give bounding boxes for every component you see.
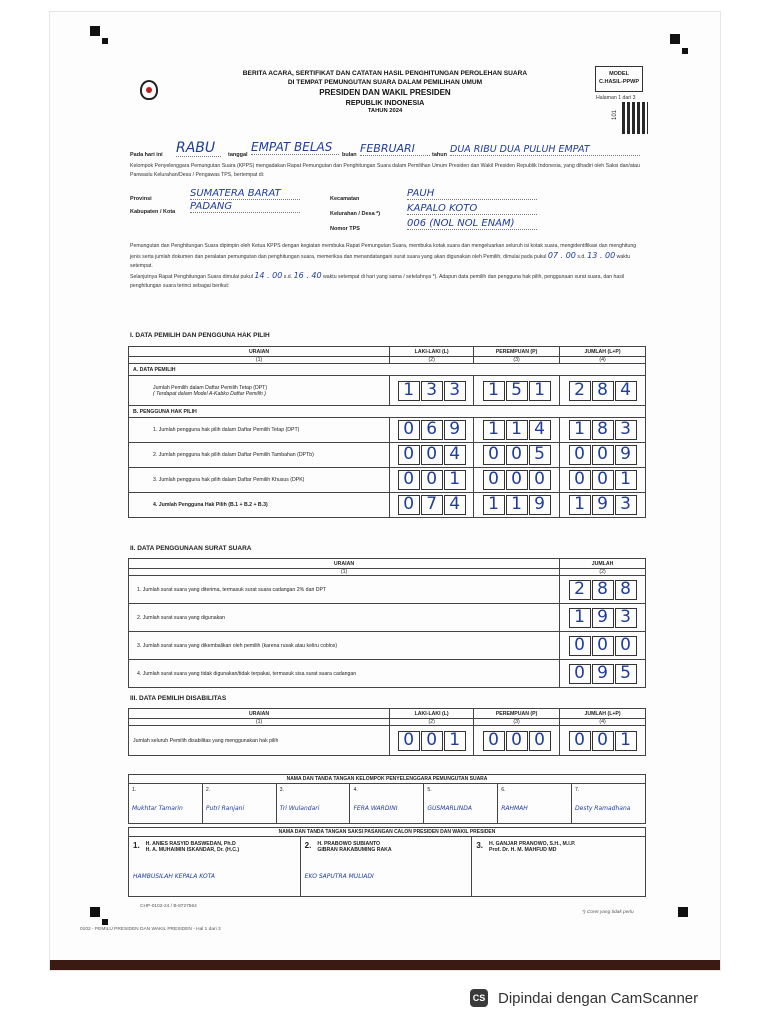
saksi-cell-1 [129, 837, 301, 897]
col-jumlah: JUMLAH [560, 559, 646, 569]
dpt-label-main: Jumlah Pemilih dalam Daftar Pemilih Tetap (DPT) [153, 384, 268, 391]
date-tahun: DUA RIBU DUA PULUH EMPAT [450, 144, 640, 156]
digit-boxes [474, 731, 559, 751]
digit-boxes [390, 445, 473, 465]
procedure-text [130, 242, 645, 291]
digit-box: 9 [615, 445, 637, 465]
digit-box: 1 [483, 495, 505, 515]
col-uraian: URAIAN [129, 559, 560, 569]
camscanner-text: Dipindai dengan CamScanner [498, 989, 699, 1007]
digit-boxes [474, 381, 559, 401]
ss-row-label: 3. Jumlah surat suara yang dikembalikan oleh pemilih (karena rusak atau keliru coblos) [129, 632, 560, 660]
digit-box: 3 [615, 420, 637, 440]
section3-table [128, 708, 646, 756]
witness-1-signature: HAMBUSILAH KEPALA KOTA [133, 873, 215, 880]
digit-box: 1 [483, 381, 505, 401]
candidate-1b: H. A. MUHAIMIN ISKANDAR, Dr. (H.C.) [145, 847, 240, 853]
digit-box: 0 [592, 445, 614, 465]
digit-box: 1 [483, 420, 505, 440]
procedure-text-3: waktu setempat di hari yang sama / setelahnya *). Adapun data pemilih dan pengguna hak pilih, penggunaan surat suara, dan hasil penghitungan suara terinci sebagai berikut: [130, 274, 625, 289]
ss-row-label: 1. Jumlah surat suara yang diterima, termasuk surat suara cadangan 2% dari DPT [129, 576, 560, 604]
digit-box: 0 [592, 636, 614, 656]
saksi-cell-2 [300, 837, 472, 897]
disabilitas-label: Jumlah seluruh Pemilih disabilitas yang menggunakan hak pilih [129, 726, 390, 756]
saksi-title: NAMA DAN TANDA TANGAN SAKSI PASANGAN CALON PRESIDEN DAN WAKIL PRESIDEN [129, 828, 646, 837]
candidate-2a: H. PRABOWO SUBIANTO [317, 841, 381, 847]
doc-title-year: TAHUN 2024 [367, 108, 403, 114]
kpps-no: 6. [501, 787, 506, 793]
date-tanggal: EMPAT BELAS [251, 140, 339, 155]
kpps-no: 2. [205, 787, 211, 793]
digit-box: 8 [615, 580, 637, 600]
kelurahan-value: KAPALO KOTO [407, 203, 537, 215]
model-box [595, 66, 643, 92]
intro-text: Kelompok Penyelenggara Pemungutan Suara (KPPS) mengadakan Rapat Pemungutan dan Penghitungan Suara dalam Pemilihan Umum Presiden dan Wakil Presiden Republik Indonesia, yang dihadiri oleh Saksi dan/atau Panwaslu Kelurahan/Desa / Pengawas TPS, bertempat di: [130, 163, 640, 178]
digit-box: 0 [569, 664, 591, 684]
kpps-signature: Desty Ramadhana [575, 805, 631, 812]
provinsi-label: Provinsi [130, 196, 152, 202]
footer-doc: 0102 - PEMILU PRESIDEN DAN WAKIL PRESIDEN - Hal 1 dari 3 [80, 927, 221, 932]
section3-title: III. DATA PEMILIH DISABILITAS [130, 695, 227, 702]
digit-box: 7 [421, 495, 443, 515]
digit-boxes [560, 580, 645, 600]
digit-box: 4 [529, 420, 551, 440]
digit-box: 6 [421, 420, 443, 440]
col-uraian: URAIAN [129, 347, 390, 357]
digit-box: 0 [529, 470, 551, 490]
digit-boxes [474, 470, 559, 490]
digit-boxes [560, 445, 645, 465]
digit-box: 0 [421, 470, 443, 490]
digit-box: 9 [592, 664, 614, 684]
ballot-document [50, 12, 720, 970]
sd-label: s.d. [283, 274, 293, 280]
col-uraian: URAIAN [129, 709, 390, 719]
start-time-1: 07 . 00 [547, 251, 576, 260]
sd-label: s.d. [577, 254, 586, 260]
digit-box: 0 [398, 495, 420, 515]
kelurahan-label: Kelurahan / Desa *) [330, 211, 381, 217]
tanggal-label: tanggal [228, 152, 248, 158]
digit-box: 8 [592, 381, 614, 401]
saksi-no: 2. [304, 841, 312, 850]
digit-box: 0 [569, 445, 591, 465]
col-perempuan: PEREMPUAN (P) [474, 709, 560, 719]
bulan-label: bulan [342, 152, 357, 158]
col-num: (2) [390, 719, 474, 726]
digit-box: 4 [444, 495, 466, 515]
col-num: (2) [390, 357, 474, 364]
kpps-no: 5. [427, 787, 432, 793]
digit-box: 0 [569, 636, 591, 656]
digit-box: 1 [444, 731, 466, 751]
digit-box: 0 [529, 731, 551, 751]
b-row-label: 3. Jumlah pengguna hak pilih dalam Daftar Pemilih Khusus (DPK) [129, 468, 390, 493]
procedure-text-2: Selanjutnya Rapat Penghitungan Suara dimulai pukul [130, 274, 253, 280]
b-row-label: 4. Jumlah Pengguna Hak Pilih (B.1 + B.2 + B.3) [129, 493, 390, 518]
digit-box: 1 [398, 381, 420, 401]
digit-box: 0 [483, 445, 505, 465]
digit-box: 0 [483, 470, 505, 490]
digit-box: 0 [398, 420, 420, 440]
digit-boxes [390, 731, 473, 751]
registration-mark [90, 26, 100, 36]
digit-box: 8 [592, 580, 614, 600]
digit-boxes [390, 381, 473, 401]
candidate-1a: H. ANIES RASYID BASWEDAN, Ph.D [145, 841, 236, 847]
section2-title: II. DATA PENGGUNAAN SURAT SUARA [130, 545, 252, 552]
kpps-signature: Tri Wulandari [279, 805, 320, 812]
doc-title-line2: DI TEMPAT PEMUNGUTAN SUARA DALAM PEMILIHAN UMUM [287, 79, 483, 86]
digit-box: 5 [529, 445, 551, 465]
digit-boxes [560, 636, 645, 656]
digit-boxes [474, 420, 559, 440]
digit-boxes [560, 608, 645, 628]
model-code: C.HASIL-PPWP [598, 79, 640, 85]
ss-row-label: 2. Jumlah surat suara yang digunakan [129, 604, 560, 632]
digit-box: 0 [398, 731, 420, 751]
footer-note: *) Coret yang tidak perlu [582, 910, 634, 915]
digit-box: 3 [421, 381, 443, 401]
digit-box: 0 [483, 731, 505, 751]
kpps-signature: FERA WARDINI [353, 805, 398, 812]
digit-box: 5 [506, 381, 528, 401]
digit-box: 9 [444, 420, 466, 440]
kpps-sign-cell [202, 784, 276, 824]
digit-boxes [390, 420, 473, 440]
digit-box: 1 [569, 420, 591, 440]
dpt-jumlah [560, 376, 646, 406]
kpps-sign-cell [276, 784, 350, 824]
digit-boxes [474, 495, 559, 515]
kpps-no: 3. [279, 787, 284, 793]
digit-box: 9 [592, 608, 614, 628]
digit-box: 2 [569, 580, 591, 600]
digit-box: 0 [398, 445, 420, 465]
qr-code-icon [622, 102, 648, 134]
digit-box: 0 [421, 445, 443, 465]
digit-box: 0 [592, 731, 614, 751]
digit-box: 1 [529, 381, 551, 401]
waktu-label: waktu setempat. [130, 254, 631, 269]
tps-label: Nomor TPS [330, 226, 360, 232]
digit-box: 0 [569, 731, 591, 751]
page-label: Halaman 1 dari 3 [596, 95, 636, 101]
end-time-2: 16 . 40 [293, 271, 322, 280]
registration-mark [678, 907, 688, 917]
background-strip [50, 960, 720, 970]
digit-box: 2 [569, 381, 591, 401]
col-jumlah: JUMLAH (L+P) [560, 709, 646, 719]
digit-box: 3 [615, 495, 637, 515]
saksi-cell-3 [472, 837, 646, 897]
date-prefix: Pada hari ini [130, 152, 163, 158]
dpt-perempuan [474, 376, 560, 406]
digit-box: 1 [615, 470, 637, 490]
digit-box: 4 [615, 381, 637, 401]
col-num: (1) [129, 357, 390, 364]
digit-box: 0 [506, 445, 528, 465]
digit-box: 1 [569, 495, 591, 515]
witness-2-signature: EKO SAPUTRA MULIADI [304, 873, 374, 880]
end-time-1: 13 . 00 [587, 251, 616, 260]
digit-box: 1 [506, 420, 528, 440]
col-num: (2) [560, 569, 646, 576]
digit-boxes [560, 420, 645, 440]
col-num: (3) [474, 719, 560, 726]
digit-box: 0 [569, 470, 591, 490]
col-num: (1) [129, 569, 560, 576]
b-row-label: 2. Jumlah pengguna hak pilih dalam Daftar Pemilih Tambahan (DPTb) [129, 443, 390, 468]
registration-mark [90, 907, 100, 917]
kpps-title: NAMA DAN TANDA TANGAN KELOMPOK PENYELENGGARA PEMUNGUTAN SUARA [129, 775, 646, 784]
digit-box: 1 [569, 608, 591, 628]
digit-box: 0 [615, 636, 637, 656]
section1-table [128, 346, 646, 518]
registration-mark [102, 38, 108, 44]
col-num: (1) [129, 719, 390, 726]
digit-box: 5 [615, 664, 637, 684]
kpps-signature: GUSMARLINDA [427, 805, 472, 812]
kpps-sign-cell [498, 784, 572, 824]
digit-boxes [390, 470, 473, 490]
col-laki: LAKI-LAKI (L) [390, 709, 474, 719]
digit-boxes [560, 664, 645, 684]
digit-box: 0 [592, 470, 614, 490]
candidate-3a: H. GANJAR PRANOWO, S.H., M.I.P. [489, 841, 576, 847]
digit-box: 0 [506, 731, 528, 751]
kpps-sign-cell [129, 784, 203, 824]
doc-title-line4: REPUBLIK INDONESIA [345, 98, 425, 107]
dpt-label-sub: ( Terdapat dalam Model A-Kabko Daftar Pemilih ) [153, 390, 266, 397]
dpt-laki [390, 376, 474, 406]
tps-value: 006 (NOL NOL ENAM) [407, 218, 537, 230]
registration-mark [682, 48, 688, 54]
digit-box: 1 [444, 470, 466, 490]
qr-number: 101 [612, 109, 619, 121]
date-day: RABU [176, 140, 221, 157]
kpu-logo-icon [140, 80, 158, 100]
digit-box: 3 [615, 608, 637, 628]
doc-title-line3: PRESIDEN DAN WAKIL PRESIDEN [319, 88, 451, 97]
camscanner-watermark [470, 984, 760, 1012]
kpps-no: 4. [353, 787, 358, 793]
start-time-2: 14 . 00 [254, 271, 283, 280]
digit-box: 3 [444, 381, 466, 401]
digit-boxes [474, 445, 559, 465]
digit-boxes [390, 495, 473, 515]
digit-box: 0 [421, 731, 443, 751]
digit-box: 9 [529, 495, 551, 515]
col-laki: LAKI-LAKI (L) [390, 347, 474, 357]
section1-b-title: B. PENGGUNA HAK PILIH [129, 406, 646, 418]
kpps-no: 1. [132, 787, 137, 793]
registration-mark [102, 919, 108, 925]
footer-code: CHP-0102-24 / B-8727564 [140, 904, 197, 909]
kpps-signature: Mukhtar Tamarin [132, 805, 183, 812]
digit-box: 8 [592, 420, 614, 440]
digit-boxes [560, 495, 645, 515]
kpps-sign-cell [572, 784, 646, 824]
kpps-signature: Putri Ranjani [205, 805, 245, 812]
digit-box: 0 [506, 470, 528, 490]
provinsi-value: SUMATERA BARAT [190, 188, 300, 200]
digit-box: 0 [398, 470, 420, 490]
candidate-3b: Prof. Dr. H. M. MAHFUD MD [489, 847, 557, 853]
section1-title: I. DATA PEMILIH DAN PENGGUNA HAK PILIH [130, 332, 270, 339]
kpps-signature: RAHMAH [501, 805, 528, 812]
candidate-2b: GIBRAN RAKABUMING RAKA [317, 847, 392, 853]
col-perempuan: PEREMPUAN (P) [474, 347, 560, 357]
camscanner-logo-icon: CS [470, 989, 488, 1007]
kecamatan-value: PAUH [407, 188, 537, 200]
saksi-signature-table [128, 827, 646, 897]
kabupaten-value: PADANG [190, 201, 300, 213]
b-row-label: 1. Jumlah pengguna hak pilih dalam Daftar Pemilih Tetap (DPT) [129, 418, 390, 443]
date-bulan: FEBRUARI [360, 142, 430, 156]
digit-boxes [560, 731, 645, 751]
digit-box: 9 [592, 495, 614, 515]
dpt-label [129, 376, 390, 406]
kpps-no: 7. [575, 787, 580, 793]
col-num: (4) [560, 719, 646, 726]
digit-box: 1 [615, 731, 637, 751]
saksi-no: 1. [133, 841, 140, 850]
tahun-label: tahun [432, 152, 447, 158]
section1-a-title: A. DATA PEMILIH [129, 364, 646, 376]
kpps-signature-table [128, 774, 646, 824]
digit-box: 4 [444, 445, 466, 465]
col-num: (4) [560, 357, 646, 364]
registration-mark [670, 34, 680, 44]
kpps-sign-cell [350, 784, 424, 824]
digit-boxes [560, 381, 645, 401]
kabupaten-label: Kabupaten / Kota [130, 209, 176, 215]
saksi-no: 3. [476, 841, 483, 850]
doc-title-line1: BERITA ACARA, SERTIFIKAT DAN CATATAN HASIL PENGHITUNGAN PEROLEHAN SUARA [242, 70, 528, 77]
kecamatan-label: Kecamatan [330, 196, 360, 202]
col-jumlah: JUMLAH (L+P) [560, 347, 646, 357]
procedure-text-1: Pemungutan dan Penghitungan Suara dipimpin oleh Ketua KPPS dengan kegiatan membuka Rapat Pemungutan Suara, membuka kotak suara dan mengeluarkan seluruh isi kotak suara, mengidentifikasi dan menghitung jenis serta jumlah dokumen dan peralatan pemungutan dan penghitungan suara, memeriksa dan menandatangani surat suara yang akan digunakan oleh Pemilih, dimulai pada pukul [130, 243, 637, 260]
model-title: MODEL [609, 71, 629, 77]
col-num: (3) [474, 357, 560, 364]
section2-table [128, 558, 646, 688]
ss-row-label: 4. Jumlah surat suara yang tidak digunakan/tidak terpakai, termasuk sisa surat suara cadangan [129, 660, 560, 688]
kpps-sign-cell [424, 784, 498, 824]
digit-boxes [560, 470, 645, 490]
digit-box: 1 [506, 495, 528, 515]
